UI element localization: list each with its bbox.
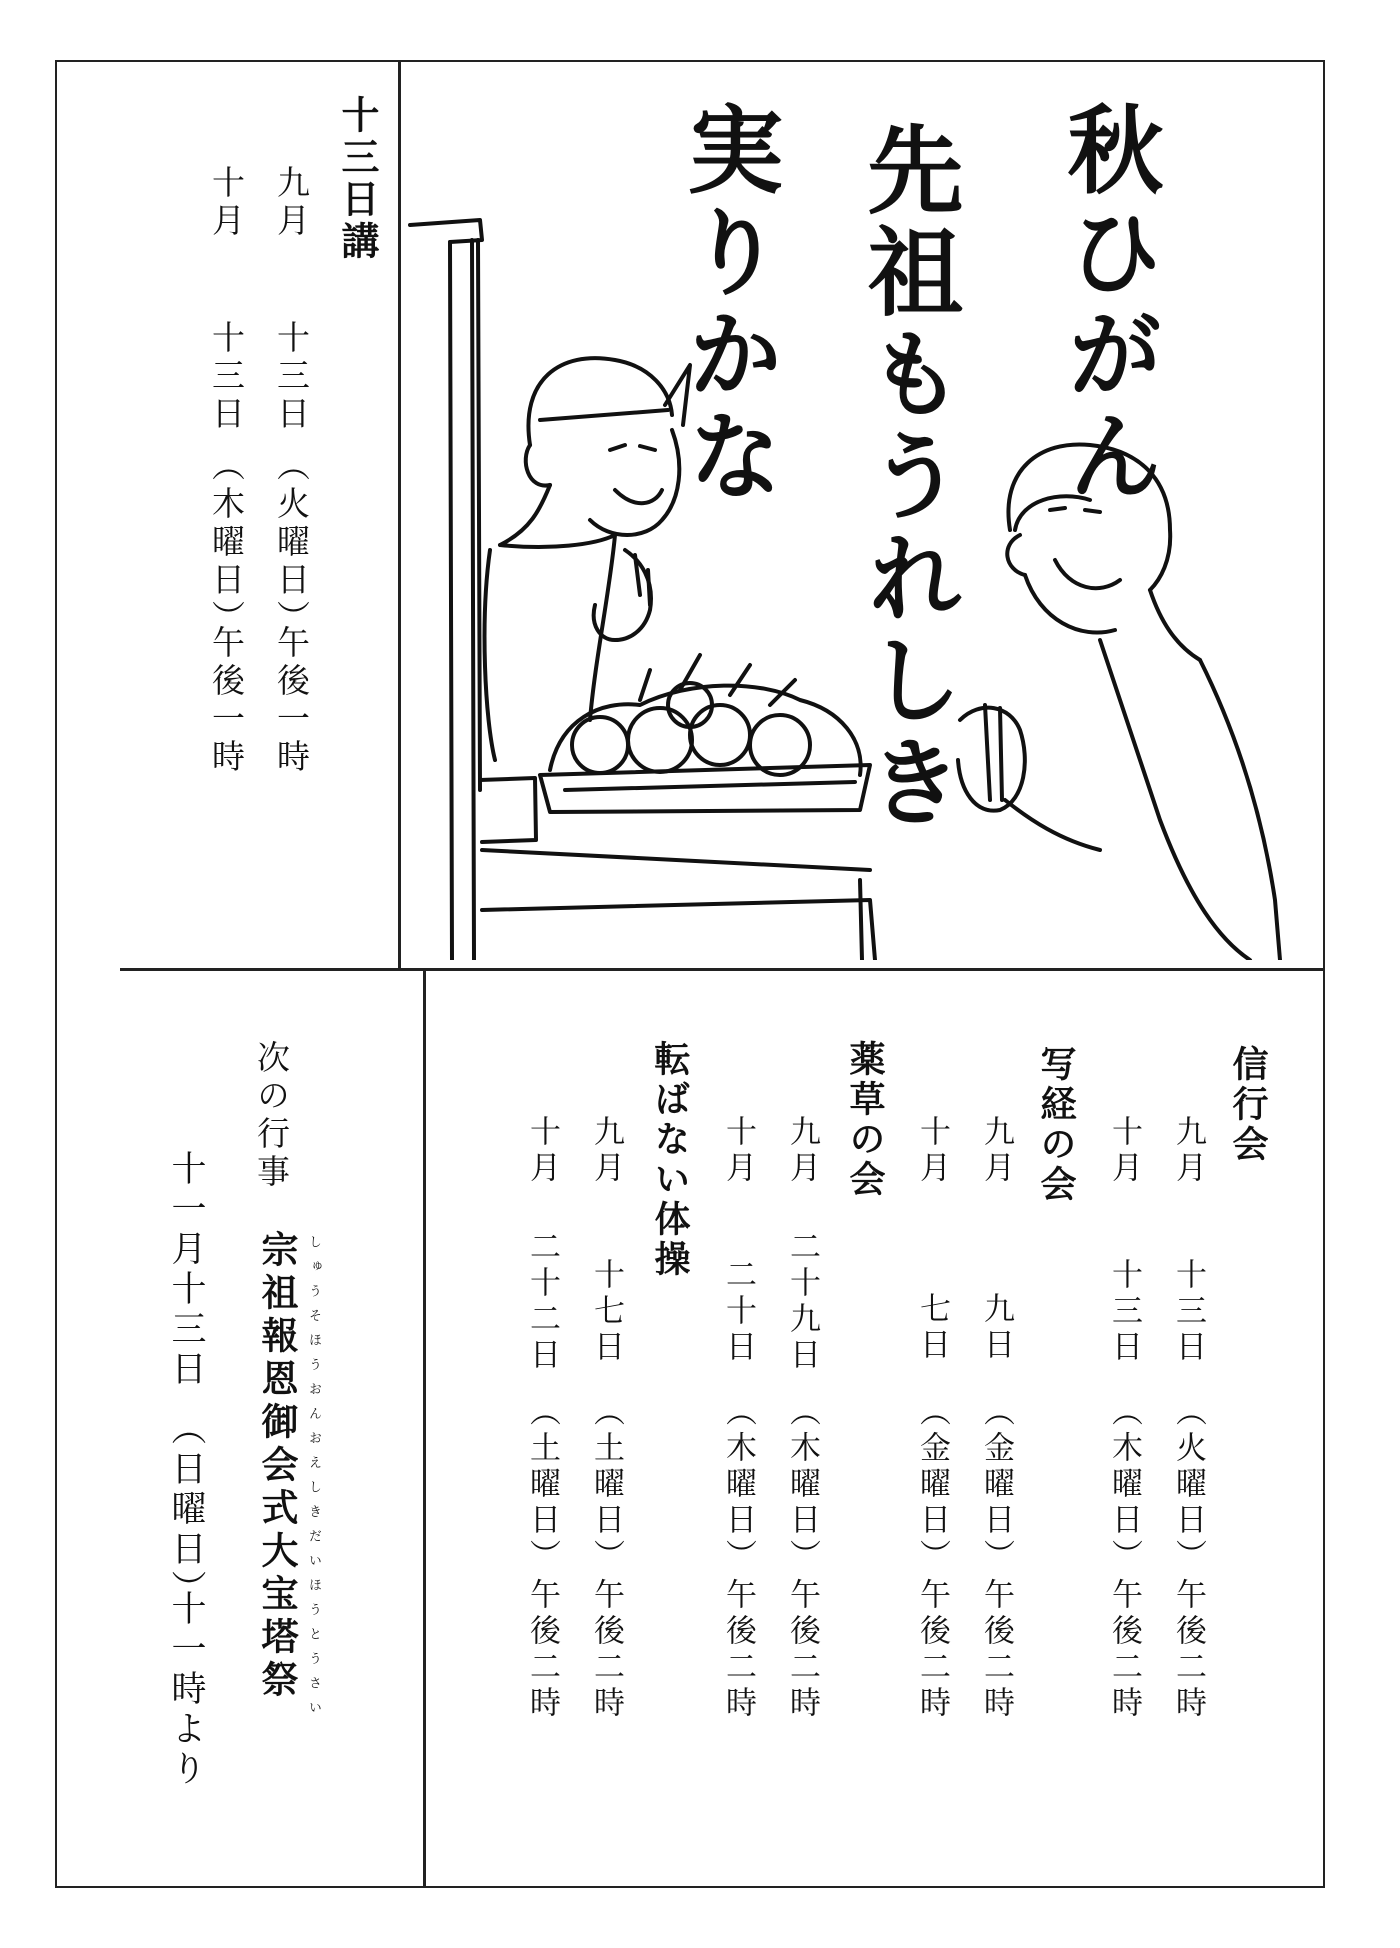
bottom-vertical-divider [423, 968, 426, 1888]
shakyo-row-2-date: 七日 [914, 1292, 950, 1364]
korobanai-row-2-time: 午後二時 [524, 1578, 560, 1722]
jusannichiko-row-1-date: 十三日 [272, 320, 311, 434]
yakuso-row-2-month: 十月 [720, 1115, 756, 1187]
yakuso-row-1-month: 九月 [784, 1115, 820, 1187]
next-event-date: 十一月十三日 [166, 1150, 206, 1390]
shingyokai-row-1-month: 九月 [1170, 1115, 1206, 1187]
korobanai-taiso-title: 転ばない体操 [649, 1040, 691, 1280]
jusannichiko-row-2-time: 午後一時 [207, 625, 246, 777]
poem-line-1: 秋ひがん [1052, 100, 1164, 508]
shingyokai-row-1-day: （火曜日） [1170, 1395, 1206, 1575]
jusannichiko-title: 十三日講 [335, 95, 380, 263]
shakyo-row-1-time: 午後二時 [978, 1578, 1014, 1722]
shingyokai-row-2-day: （木曜日） [1106, 1395, 1142, 1575]
jusannichiko-row-1-time: 午後一時 [272, 625, 311, 777]
jusannichiko-row-1-day: （火曜日） [272, 448, 311, 638]
yakuso-title: 薬草の会 [844, 1040, 886, 1200]
next-event-heading: 次の行事 [252, 1040, 291, 1192]
shakyo-row-1-month: 九月 [978, 1115, 1014, 1187]
shingyokai-row-2-time: 午後二時 [1106, 1578, 1142, 1722]
yakuso-row-1-day: （木曜日） [784, 1395, 820, 1575]
next-event-time: 十一時より [166, 1590, 206, 1790]
korobanai-row-1-date: 十七日 [588, 1258, 624, 1366]
poem-line-2: 先祖もうれしき [852, 120, 964, 834]
yakuso-row-1-time: 午後二時 [784, 1578, 820, 1722]
shingyokai-row-2-month: 十月 [1106, 1115, 1142, 1187]
yakuso-row-2-time: 午後二時 [720, 1578, 756, 1722]
poem-line-3: 実りかな [672, 100, 784, 508]
yakuso-row-2-day: （木曜日） [720, 1395, 756, 1575]
shingyokai-row-2-date: 十三日 [1106, 1258, 1142, 1366]
shingyokai-row-1-time: 午後二時 [1170, 1578, 1206, 1722]
horizontal-divider [120, 968, 1325, 971]
jusannichiko-row-2-date: 十三日 [207, 320, 246, 434]
yakuso-row-2-date: 二十日 [720, 1258, 756, 1366]
next-event-day: （日曜日） [166, 1410, 206, 1610]
next-event-ruby: しゅうそほうおんおえしきだいほうとうさい [306, 1235, 321, 1725]
shakyo-title: 写経の会 [1035, 1045, 1077, 1205]
shakyo-row-2-time: 午後二時 [914, 1578, 950, 1722]
korobanai-row-1-time: 午後二時 [588, 1578, 624, 1722]
korobanai-row-2-month: 十月 [524, 1115, 560, 1187]
shakyo-row-2-month: 十月 [914, 1115, 950, 1187]
shakyo-row-1-day: （金曜日） [978, 1395, 1014, 1575]
korobanai-row-1-month: 九月 [588, 1115, 624, 1187]
korobanai-row-2-day: （土曜日） [524, 1395, 560, 1575]
next-event-title: 宗祖報恩御会式大宝塔祭 [255, 1230, 299, 1703]
korobanai-row-1-day: （土曜日） [588, 1395, 624, 1575]
shingyokai-title: 信行会 [1227, 1045, 1269, 1165]
jusannichiko-row-2-day: （木曜日） [207, 448, 246, 638]
shakyo-row-2-day: （金曜日） [914, 1395, 950, 1575]
korobanai-row-2-date: 二十二日 [524, 1230, 560, 1374]
shakyo-row-1-date: 九日 [978, 1292, 1014, 1364]
jusannichiko-row-2-month: 十月 [207, 165, 246, 241]
yakuso-row-1-date: 二十九日 [784, 1230, 820, 1374]
shingyokai-row-1-date: 十三日 [1170, 1258, 1206, 1366]
jusannichiko-row-1-month: 九月 [272, 165, 311, 241]
